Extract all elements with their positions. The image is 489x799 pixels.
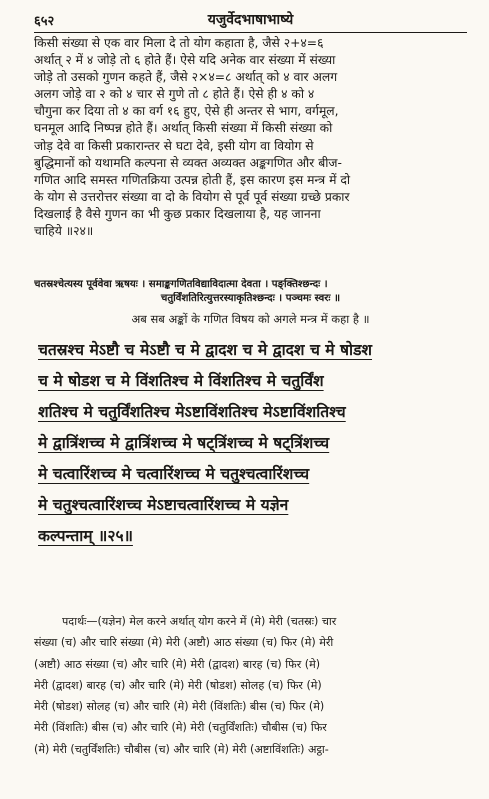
commentary-line: अलग जोड़े वा २ को ४ चार से गुणे तो ८ होते हैं। ऐसे ही ४ को ४ <box>34 87 315 102</box>
mantra-meta <box>34 278 467 306</box>
mantra-line: कल्पन्ताम् ॥२५॥ <box>38 526 133 545</box>
commentary-line: घनमूल आदि निष्पन्न होते हैं। अर्थात् किसी संख्या में किसी संख्या को <box>34 121 333 136</box>
commentary-line: गणित आदि समस्त गणितक्रिया उत्पन्न होती हैं, इस कारण इस मन्त्र में दो <box>34 172 351 187</box>
commentary-line: जोड़े तो उसको गुणन कहते हैं, जैसे २×४=८ अर्थात् को ४ वार अलग <box>34 70 338 85</box>
commentary-line: दिखलाई है वैसे गुणन का भी कुछ प्रकार दिखलाया है, यह जानना <box>34 206 321 221</box>
commentary-line: के योग से उत्तरोत्तर संख्या वा दो के वियोग से पूर्व पूर्व संख्या ग्रच्छे प्रकार <box>34 189 350 204</box>
commentary-paragraph <box>34 35 467 240</box>
mantra-line: मे चत्वारिंशच्च मे चत्वारिंशच्च मे चतुश्चत्वारिंशच्च <box>38 464 310 483</box>
mantra-line: शतिश्च मे चतुर्विंशतिश्च मेऽष्टाविंशतिश्च मेऽष्टाविंशतिश्च <box>38 402 346 421</box>
commentary-line: बुद्धिमानों को यथामति कल्पना से व्यक्त अव्यक्त अङ्कगणित और बीज- <box>34 155 342 170</box>
padartha-line: मेरी (षोडश) सोलह (च) और चारि (मे) मेरी (विंशतिः) बीस (च) फिर (मे) <box>34 700 325 714</box>
mantra-line: मे चतुश्चत्वारिंशच्च मेऽष्टाचत्वारिंशच्च मे यज्ञेन <box>38 495 289 514</box>
commentary-line: चाहिये ॥२४॥ <box>34 224 94 239</box>
padartha-line: मेरी (विंशतिः) बीस (च) और चारि (मे) मेरी (चतुर्विंशतिः) चौबीस (च) फिर <box>34 721 327 735</box>
header-rule <box>34 32 467 33</box>
mantra-verse <box>38 334 465 551</box>
commentary-line: चौगुना कर दिया तो ४ का वर्ग १६ हुए, ऐसे ही अन्तर से भाग, वर्गमूल, <box>34 104 339 119</box>
page-header <box>34 9 467 31</box>
padartha-section <box>34 611 467 760</box>
padartha-line: संख्या (च) और चारि संख्या (मे) मेरी (अष्टौ) आठ संख्या (च) फिर (मे) मेरी <box>34 636 334 650</box>
mantra-intro: अब सब अङ्कों के गणित विषय को अगले मन्त्र में कहा है ॥ <box>131 312 370 326</box>
mantra-line: च मे षोडश च मे विंशतिश्च मे विंशतिश्च मे चतुर्विंश <box>38 371 324 390</box>
commentary-line: किसी संख्या से एक वार मिला दे तो योग कहाता है, जैसे २+४=६ <box>34 36 324 50</box>
padartha-line: (मे) मेरी (चतुर्विंशतिः) चौबीस (च) और चारि (मे) मेरी (अष्टाविंशतिः) अट्ठा- <box>34 742 329 756</box>
page-number: ६५२ <box>34 14 55 29</box>
running-head: यजुर्वेदभाषाभाष्ये <box>207 12 294 28</box>
mantra-line: मे द्वात्रिंशच्च मे द्वात्रिंशच्च मे षट्त्रिंशच्च मे षट्त्रिंशच्च <box>38 433 330 452</box>
mantra-meta-line: चतस्रश्चेत्यस्य पूर्ववेवा ऋषयः । समाङ्कगणितविद्याविदात्मा देवता । पङ्क्तिश्छन्दः । <box>34 279 328 290</box>
commentary-line: अर्थात् २ में ४ जोड़े तो ६ होते हैं। ऐसे यदि अनेक वार संख्या में संख्या <box>34 53 336 68</box>
commentary-line: जोड़ देवे वा किसी प्रकारान्तर से घटा देवे, इसी योग वा वियोग से <box>34 138 314 153</box>
padartha-line: (अष्टौ) आठ संख्या (च) और चारि (मे) मेरी (द्वादश) बारह (च) फिर (मे) <box>34 657 321 671</box>
mantra-line: चतस्रश्च मेऽष्टौ च मेऽष्टौ च मे द्वादश च मे द्वादश च मे षोडश <box>38 340 373 359</box>
padartha-line: पदार्थः—(यज्ञेन) मेल करने अर्थात् योग करने में (मे) मेरी (चतस्रः) चार <box>62 615 337 628</box>
padartha-line: मेरी (द्वादश) बारह (च) और चारि (मे) मेरी (षोडश) सोलह (च) फिर (मे) <box>34 678 322 692</box>
mantra-meta-line: चतुर्विंशतिरित्युत्तरस्याकृतिश्छन्दः । पञ्चमः स्वरः ॥ <box>160 293 341 304</box>
